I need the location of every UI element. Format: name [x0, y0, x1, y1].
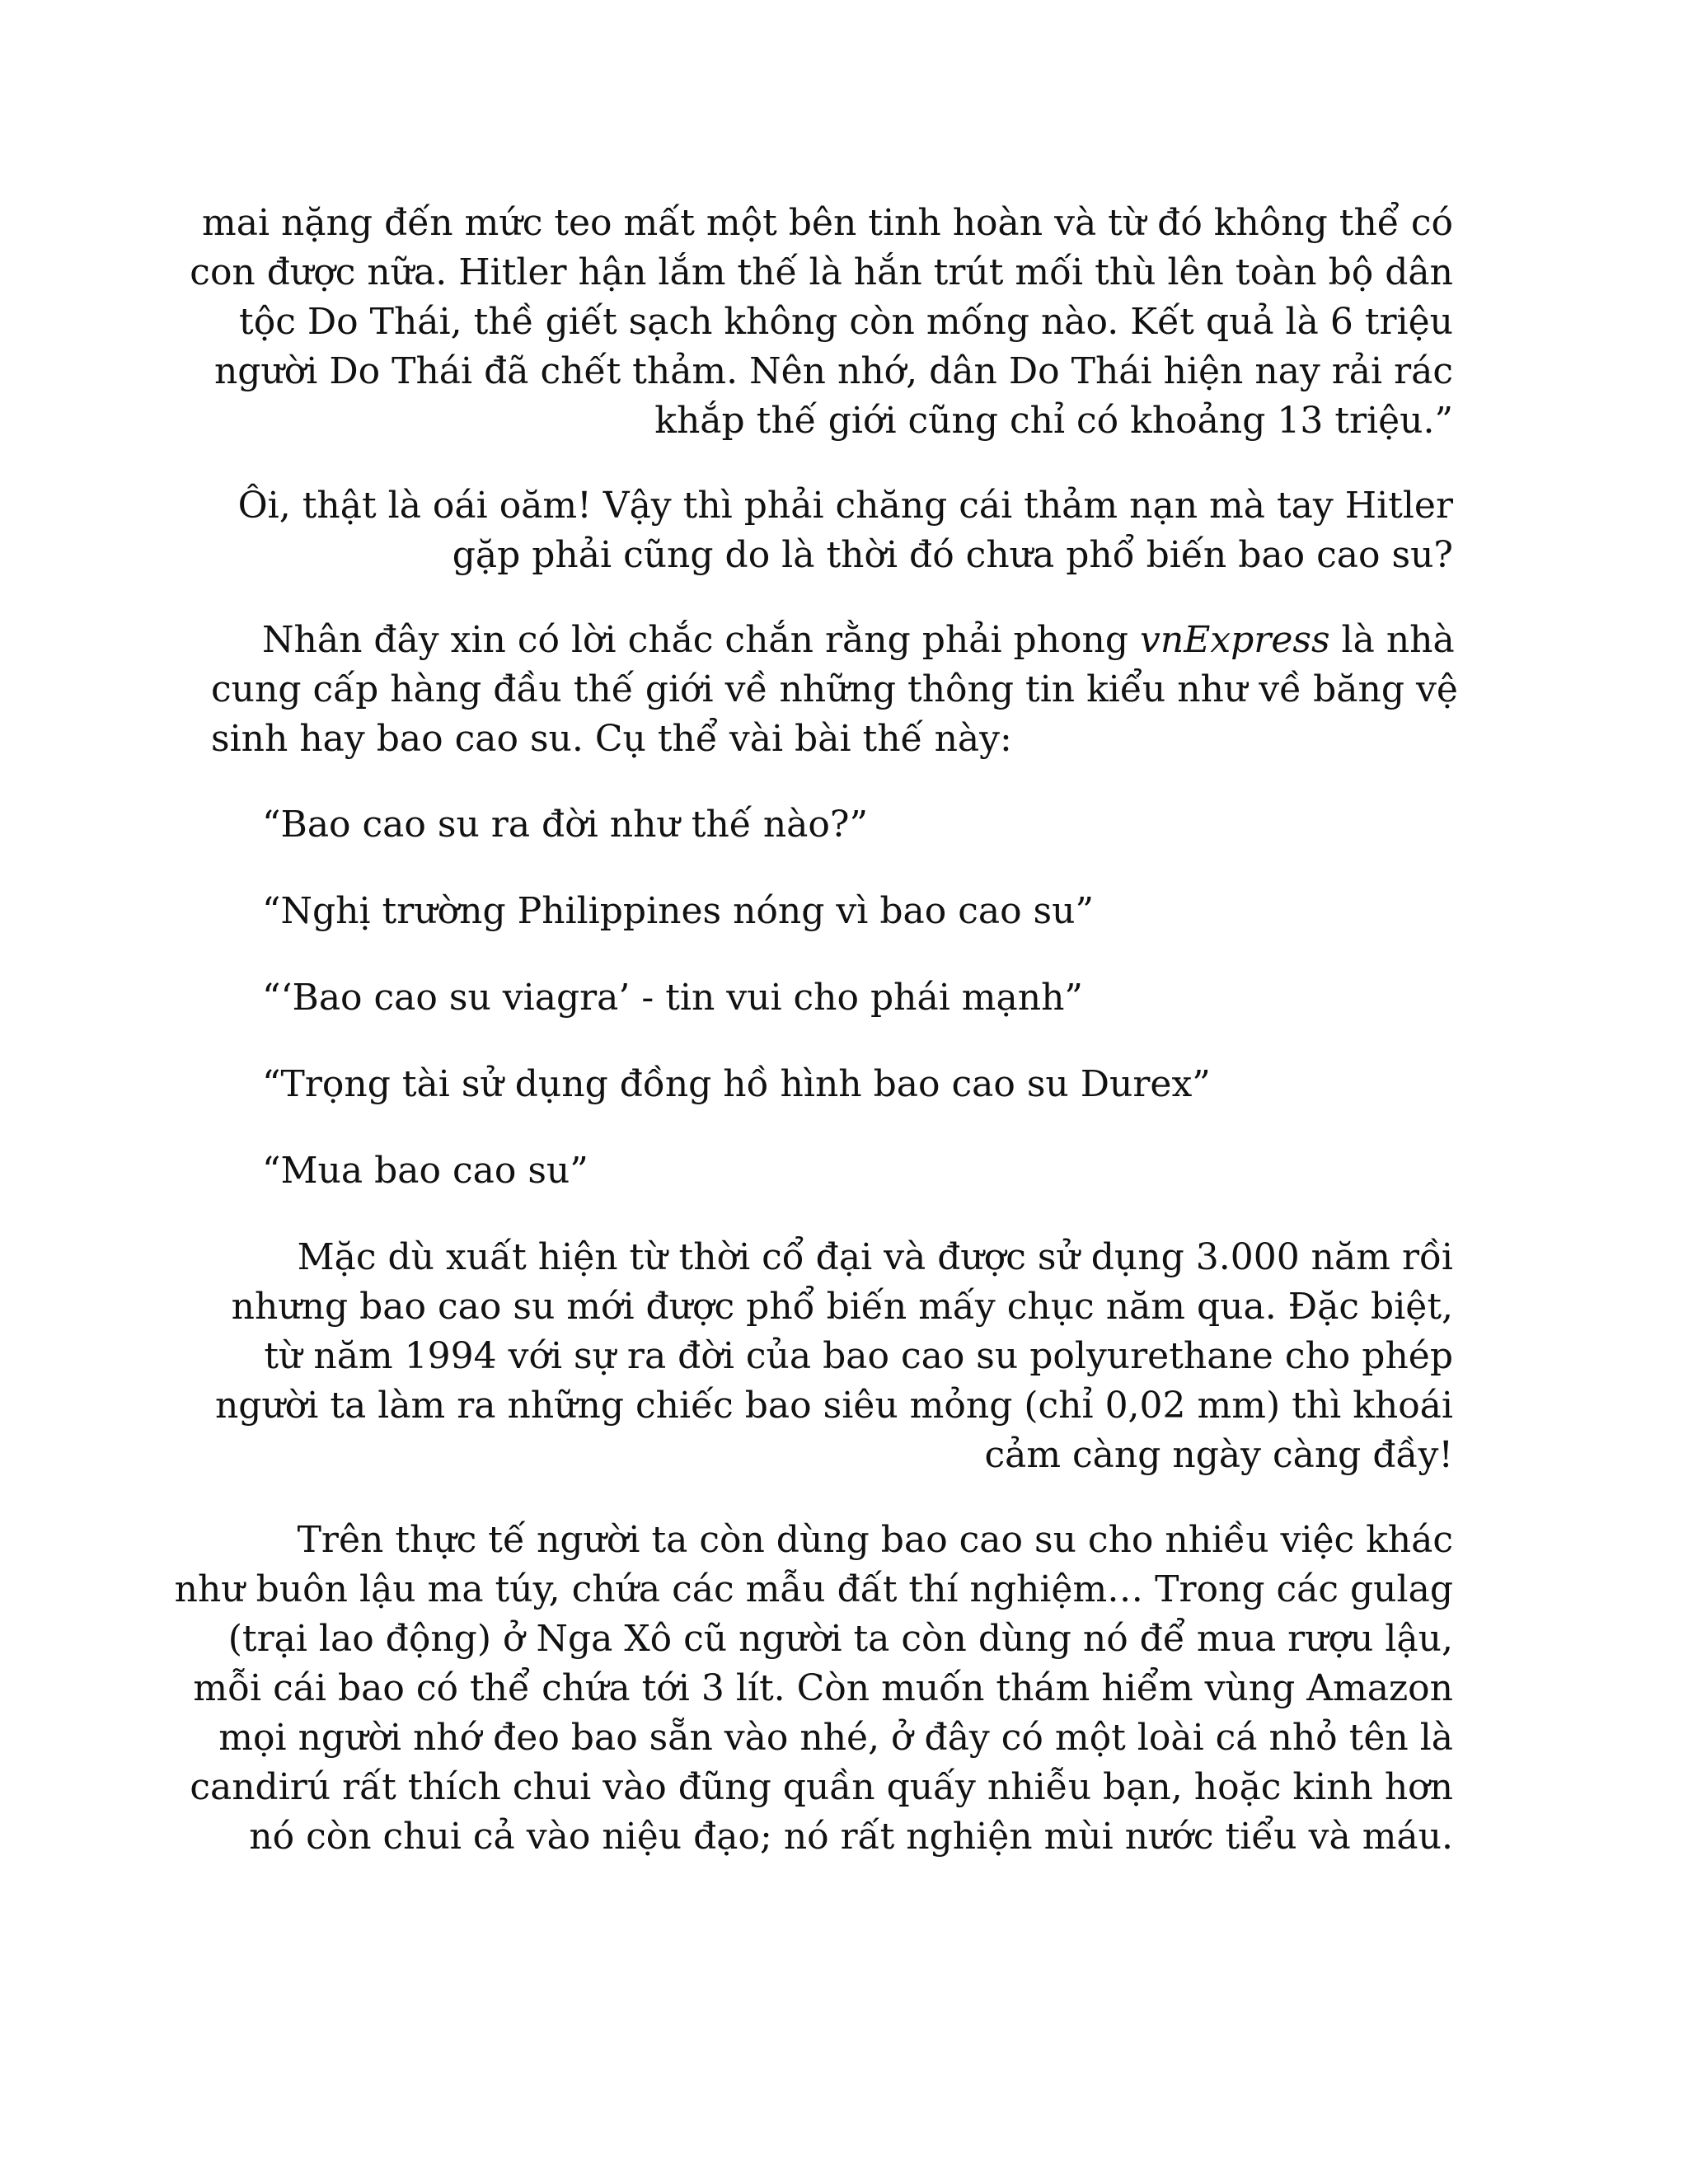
paragraph-3-line-3: sinh hay bao cao su. Cụ thể vài bài thế này: [211, 718, 1012, 760]
paragraph-5-line-3: (trại lao động) ở Nga Xô cũ người ta còn dùng nó để mua rượu lậu, [227, 1618, 1453, 1660]
paragraph-5-line-7: nó còn chui cả vào niệu đạo; nó rất nghiện mùi nước tiểu và máu. [249, 1816, 1453, 1858]
article-title-3: “‘Bao cao su viagra’ - tin vui cho phái mạnh” [262, 977, 1083, 1019]
paragraph-4-line-3: từ năm 1994 với sự ra đời của bao cao su polyurethane cho phép [264, 1335, 1453, 1377]
paragraph-1-line-2: con được nữa. Hitler hận lắm thế là hắn trút mối thù lên toàn bộ dân [190, 251, 1453, 293]
paragraph-4-line-4: người ta làm ra những chiếc bao siêu mỏng (chỉ 0,02 mm) thì khoái [214, 1385, 1453, 1427]
paragraph-5-line-2: như buôn lậu ma túy, chứa các mẫu đất thí nghiệm… Trong các gulag [174, 1568, 1453, 1610]
paragraph-3-line-1-start: Nhân đây xin có lời chắc chắn rằng phải phong [262, 619, 1141, 661]
paragraph-3-line-1-end: là nhà [1329, 619, 1455, 661]
paragraph-3-line-1 [262, 616, 1455, 664]
paragraph-5-line-5: mọi người nhớ đeo bao sẵn vào nhé, ở đây có một loài cá nhỏ tên là [218, 1717, 1453, 1759]
article-title-4: “Trọng tài sử dụng đồng hồ hình bao cao su Durex” [262, 1063, 1211, 1105]
paragraph-4-line-5: cảm càng ngày càng đầy! [984, 1434, 1453, 1476]
paragraph-1-line-4: người Do Thái đã chết thảm. Nên nhớ, dân Do Thái hiện nay rải rác [213, 350, 1453, 392]
paragraph-5-line-4: mỗi cái bao có thể chứa tới 3 lít. Còn muốn thám hiểm vùng Amazon [193, 1667, 1453, 1709]
paragraph-4-line-1: Mặc dù xuất hiện từ thời cổ đại và được sử dụng 3.000 năm rồi [297, 1236, 1453, 1278]
paragraph-1-line-1: mai nặng đến mức teo mất một bên tinh hoàn và từ đó không thể có [202, 202, 1453, 244]
paragraph-5-line-1: Trên thực tế người ta còn dùng bao cao su cho nhiều việc khác [297, 1519, 1453, 1561]
paragraph-1-line-5: khắp thế giới cũng chỉ có khoảng 13 triệu.” [654, 400, 1453, 442]
paragraph-5-line-6: candirú rất thích chui vào đũng quần quấy nhiễu bạn, hoặc kinh hơn [190, 1766, 1453, 1808]
paragraph-2-line-1: Ôi, thật là oái oăm! Vậy thì phải chăng cái thảm nạn mà tay Hitler [237, 485, 1453, 527]
article-title-2: “Nghị trường Philippines nóng vì bao cao su” [262, 890, 1094, 932]
paragraph-2-line-2: gặp phải cũng do là thời đó chưa phổ biến bao cao su? [452, 534, 1453, 576]
paragraph-3-line-2: cung cấp hàng đầu thế giới về những thông tin kiểu như về băng vệ [211, 668, 1458, 710]
article-title-1: “Bao cao su ra đời như thế nào?” [262, 804, 868, 846]
publication-name: vnExpress [1140, 619, 1330, 661]
article-title-5: “Mua bao cao su” [262, 1150, 588, 1192]
paragraph-4-line-2: nhưng bao cao su mới được phổ biến mấy chục năm qua. Đặc biệt, [231, 1286, 1453, 1328]
paragraph-1-line-3: tộc Do Thái, thề giết sạch không còn mống nào. Kết quả là 6 triệu [239, 301, 1453, 343]
